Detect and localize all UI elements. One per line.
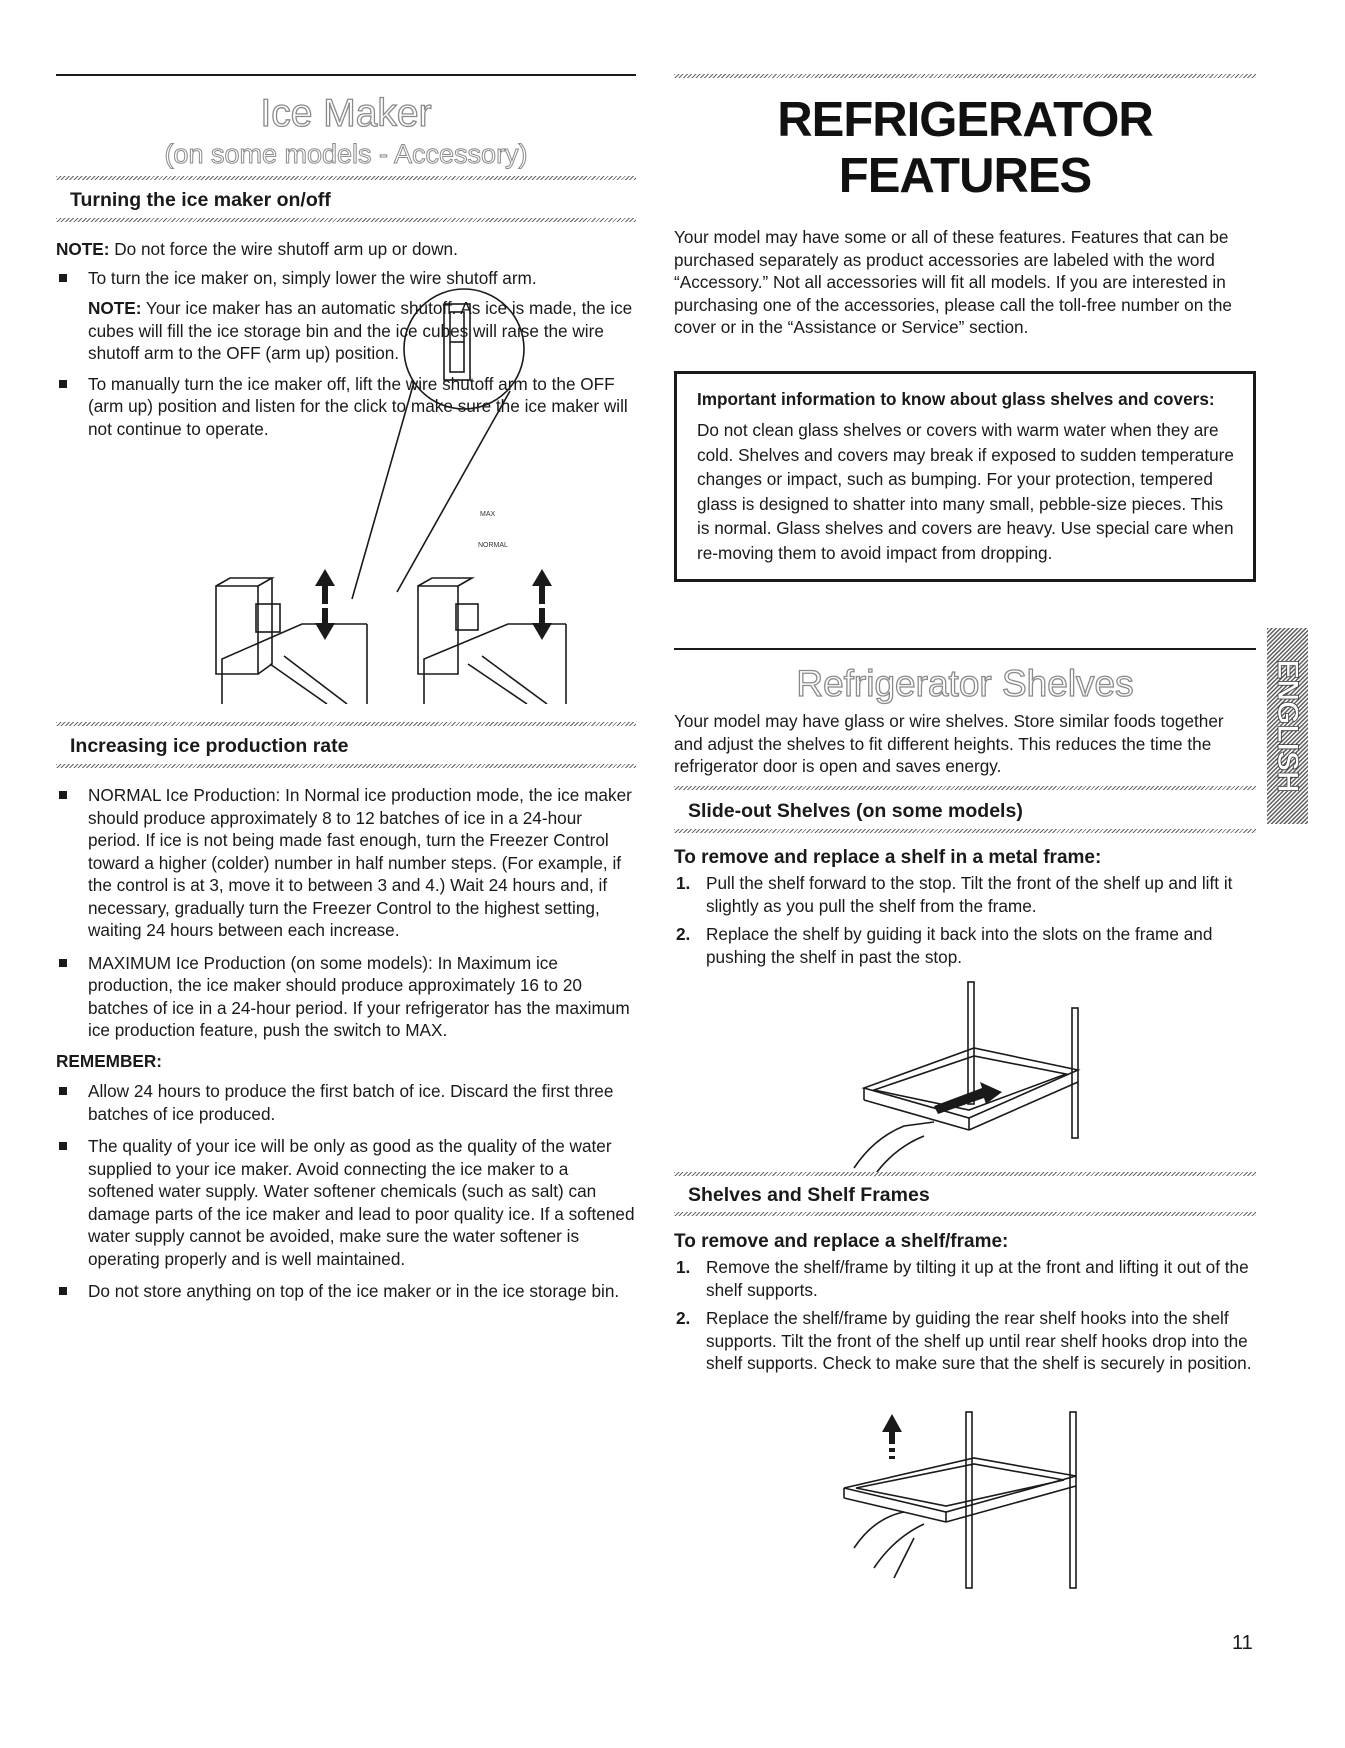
heading-shelves-and-frames: Shelves and Shelf Frames — [688, 1184, 930, 1206]
list-item: 2. Replace the shelf by guiding it back into the slots on the frame and pushing the shelf in past the stop. — [676, 924, 1213, 967]
heading-slide-out-shelves: Slide-out Shelves (on some models) — [688, 800, 1023, 822]
list-item: To manually turn the ice maker off, lift the wire shutoff arm to the OFF (arm up) position and listen for the click to make sure the ice maker will not continue to operate. — [56, 373, 636, 441]
ice-maker-illustration — [152, 264, 612, 704]
heading-turning-ice-maker: Turning the ice maker on/off — [70, 189, 331, 211]
normal-label: NORMAL — [478, 542, 508, 549]
page-title-line2: FEATURES — [838, 149, 1092, 203]
remember-label: REMEMBER: — [56, 1050, 162, 1071]
list-item: Allow 24 hours to produce the first batch of ice. Discard the first three batches of ice produced. — [56, 1080, 636, 1125]
section-title-ice-maker: Ice Maker — [260, 92, 432, 135]
bullet-icon — [59, 1142, 67, 1150]
list-item: Do not store anything on top of the ice maker or in the ice storage bin. — [56, 1280, 636, 1303]
english-language-tab — [1267, 628, 1308, 824]
warning-text: Do not clean glass shelves or covers with warm water when they are cold. Shelves and covers may break if exposed to sudden temperature changes or impact, such as bumping. For your protection, tempered glass is designed to shatter into many small, pebble-size pieces. This is normal. Glass shelves and covers are heavy. Use special care when re-moving them to avoid impact from dropping. — [697, 420, 1234, 563]
shelf-frame-steps — [674, 1256, 1256, 1375]
production-list — [56, 784, 636, 1042]
shelf-frame-illustration — [814, 1408, 1134, 1598]
metal-frame-heading: To remove and replace a shelf in a metal frame: — [674, 847, 1102, 868]
page-number: 11 — [1232, 1632, 1253, 1654]
list-item: MAXIMUM Ice Production (on some models): In Maximum ice production, the ice maker should produce approximately 16 to 20 batches of ice in a 24-hour period. If your refrigerator has the maximum ice production feature, push the switch to MAX. — [56, 952, 636, 1042]
list-item: 1. Pull the shelf forward to the stop. Tilt the front of the shelf up and lift it slightly as you pull the shelf from the frame. — [676, 873, 1233, 916]
page-title-line1: REFRIGERATOR — [777, 93, 1153, 147]
remember-list — [56, 1080, 636, 1303]
heading-increasing-ice-production: Increasing ice production rate — [70, 735, 349, 757]
inner-note: NOTE: Your ice maker has an automatic shutoff. As ice is made, the ice cubes will fill the ice storage bin and the ice cubes will raise the wire shutoff arm to the OFF (arm up) position. — [88, 298, 633, 363]
note-paragraph: NOTE: Do not force the wire shutoff arm up or down. — [56, 239, 458, 259]
bullet-icon — [59, 1287, 67, 1295]
glass-shelves-warning-box — [674, 371, 1256, 582]
shelf-frame-heading: To remove and replace a shelf/frame: — [674, 1231, 1009, 1252]
divider — [674, 829, 1256, 833]
slide-out-shelf-illustration — [834, 978, 1134, 1178]
list-item: 1. Remove the shelf/frame by tilting it up at the front and lifting it out of the shelf supports. — [676, 1257, 1249, 1300]
warning-heading: Important information to know about glass shelves and covers: — [697, 389, 1215, 409]
list-item: NORMAL Ice Production: In Normal ice production mode, the ice maker should produce approximately 8 to 12 batches of ice in a 24-hour period. If ice is not being made fast enough, turn the Freezer Control toward a higher (colder) number in half number steps. (For example, if the control is at 3, move it to between 3 and 4.) Wait 24 hours and, if necessary, gradually turn the Freezer Control to the highest setting, waiting 24 hours between each increase. — [56, 784, 636, 942]
metal-frame-content — [674, 846, 1256, 968]
bullet-icon — [59, 380, 67, 388]
divider — [674, 1212, 1256, 1216]
bullet-icon — [59, 791, 67, 799]
bullet-icon — [59, 1087, 67, 1095]
bullet-icon — [59, 959, 67, 967]
increasing-content — [56, 784, 636, 1303]
list-item: To turn the ice maker on, simply lower the wire shutoff arm. NOTE: Your ice maker has an automatic shutoff. As ice is made, the ice cubes will fill the ice storage bin and the ice cubes will raise the wire shutoff arm to the OFF (arm up) position. — [56, 267, 636, 365]
list-item: 2. Replace the shelf/frame by guiding the rear shelf hooks into the shelf supports. Tilt the front of the shelf up until rear shelf hooks drop into the shelf supports. Check to make sure that the shelf is securely in position. — [676, 1308, 1252, 1373]
divider — [674, 786, 1256, 790]
divider — [56, 218, 636, 222]
shelves-intro: Your model may have glass or wire shelves. Store similar foods together and adjust the shelves to fit different heights. This reduces the time the refrigerator door is open and saves energy. — [674, 711, 1224, 776]
intro-paragraph: Your model may have some or all of these features. Features that can be purchased separately as product accessories are labeled with the word “Accessory.” Not all accessories will fit all models. If you are interested in purchasing one of the accessories, please call the toll-free number on the cover or in the “Assistance or Service” section. — [674, 227, 1232, 337]
max-label: MAX — [480, 511, 496, 518]
top-rule — [56, 74, 636, 76]
divider — [56, 722, 636, 726]
bullet-icon — [59, 274, 67, 282]
shelf-frame-content — [674, 1230, 1256, 1375]
divider — [674, 1172, 1256, 1176]
tab-label: ENGLISH — [1271, 659, 1304, 793]
divider — [56, 176, 636, 180]
section-title-refrigerator-shelves: Refrigerator Shelves — [796, 663, 1134, 704]
list-item: The quality of your ice will be only as good as the quality of the water supplied to your ice maker. Avoid connecting the ice maker to a softened water supply. Water softener chemicals (such as salt) can damage parts of the ice maker and lead to poor quality ice. If a softened water supply cannot be avoided, make sure the water softener is operating properly and is well maintained. — [56, 1135, 636, 1270]
section-rule — [674, 648, 1256, 650]
divider — [56, 764, 636, 768]
section-subtitle: (on some models - Accessory) — [164, 139, 528, 169]
divider — [674, 74, 1256, 78]
metal-frame-steps — [674, 872, 1256, 968]
